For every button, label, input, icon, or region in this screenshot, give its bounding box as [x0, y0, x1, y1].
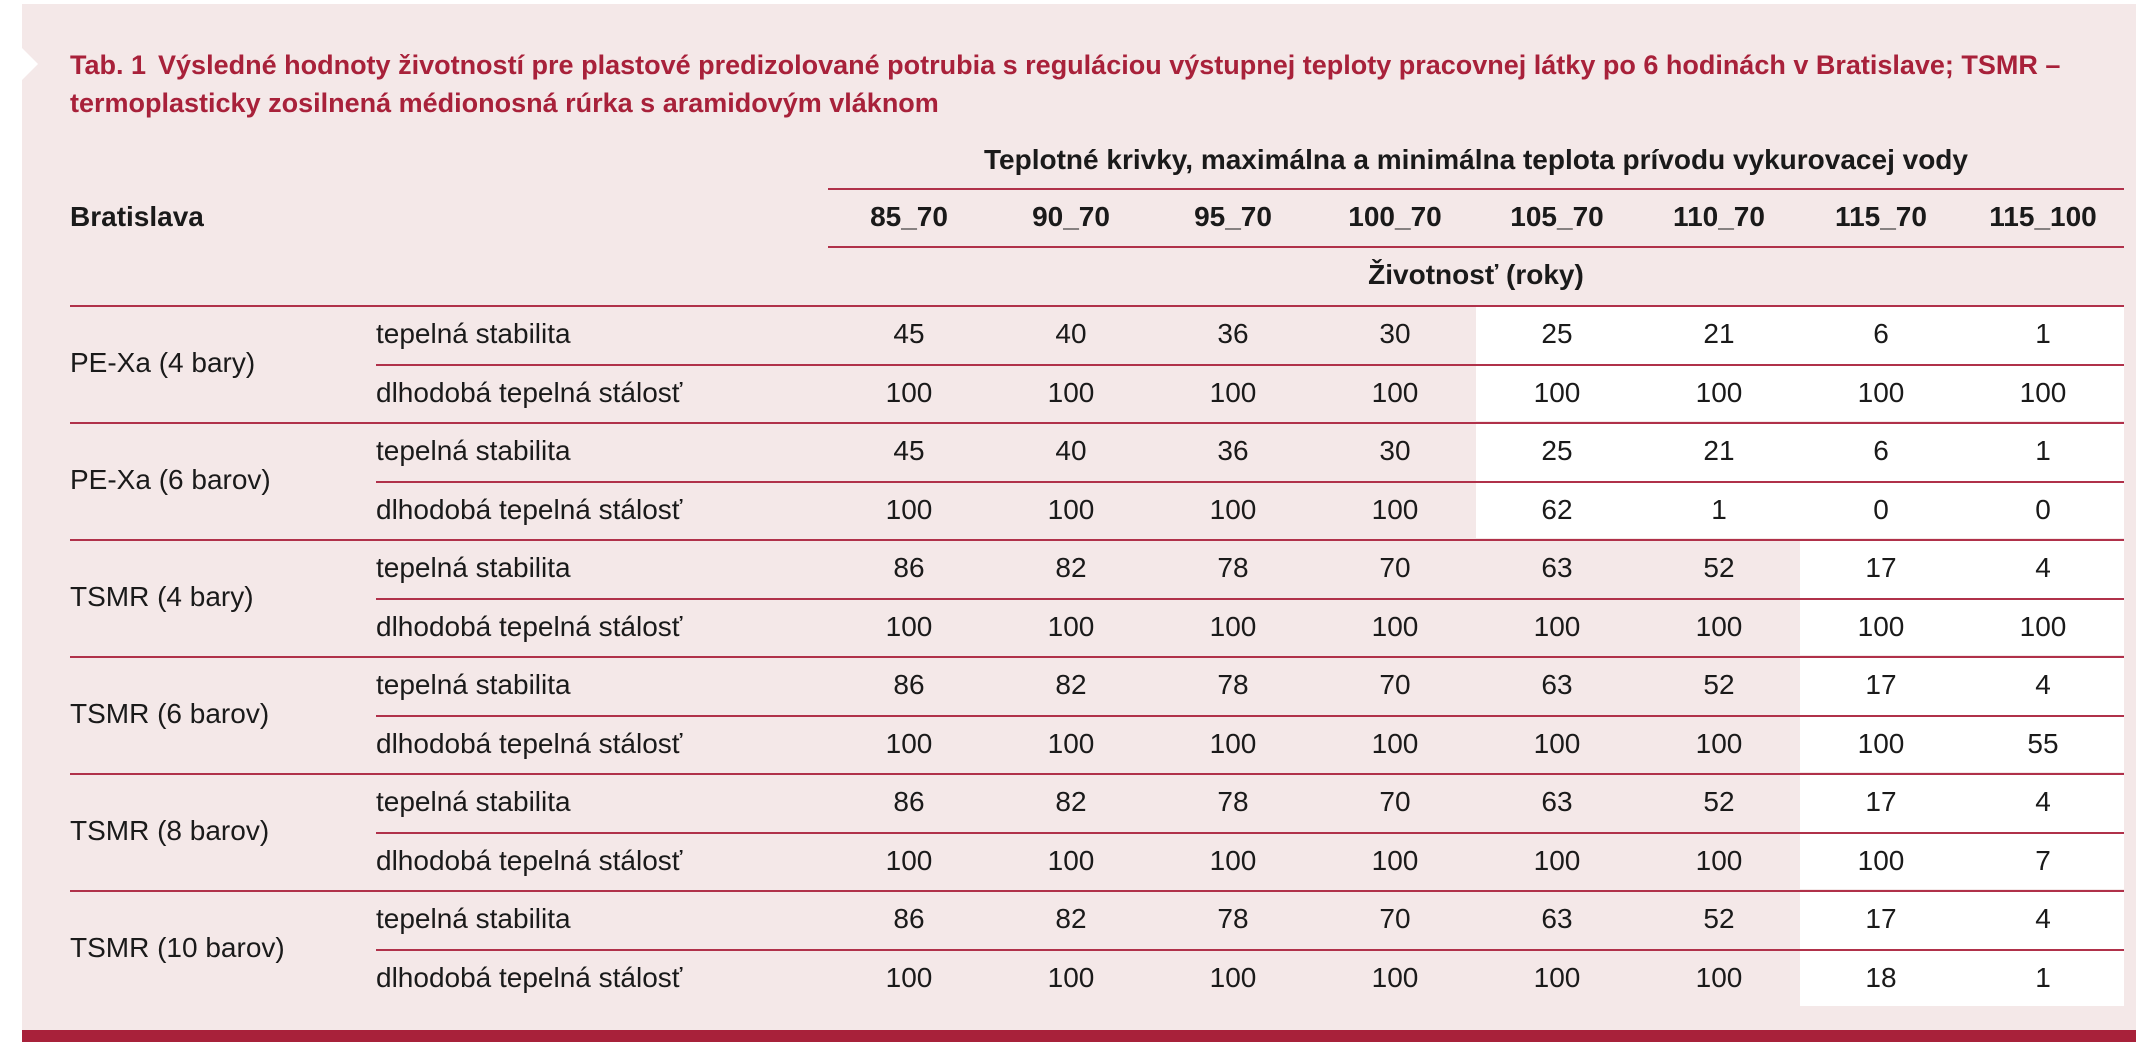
table-cell: 82 — [1055, 552, 1087, 584]
row-label: tepelná stabilita — [376, 903, 571, 935]
table-cell: 100 — [1047, 610, 1095, 642]
table-cell: 100 — [885, 844, 933, 876]
table-cell: 100 — [1695, 376, 1743, 408]
table-cell: 63 — [1541, 669, 1573, 701]
table-cell: 40 — [1055, 435, 1087, 467]
table-cell: 78 — [1217, 786, 1249, 818]
table-cell: 100 — [1371, 961, 1419, 993]
table-cell: 63 — [1541, 552, 1573, 584]
caption-label: Tab. 1 — [70, 50, 147, 80]
unit-header: Životnosť (roky) — [1368, 259, 1584, 290]
row-label: tepelná stabilita — [376, 318, 571, 350]
row-rule — [376, 949, 2124, 951]
table-cell: 1 — [2035, 318, 2051, 350]
table-cell: 100 — [885, 961, 933, 993]
table-cell: 1 — [2035, 435, 2051, 467]
column-header: 115_100 — [1989, 201, 2097, 232]
table-cell: 100 — [1209, 610, 1257, 642]
table-cell: 100 — [1857, 376, 1905, 408]
header-rule — [70, 305, 2124, 307]
table-cell: 100 — [1857, 844, 1905, 876]
table-cell: 52 — [1703, 669, 1735, 701]
material-label: TSMR (4 bary) — [70, 580, 254, 612]
table-cell: 100 — [885, 610, 933, 642]
table-cell: 1 — [2035, 961, 2051, 993]
group-rule — [70, 539, 2124, 541]
table-cell: 1 — [1711, 493, 1727, 525]
table-cell: 100 — [1857, 727, 1905, 759]
group-rule — [70, 656, 2124, 658]
table-cell: 21 — [1703, 435, 1735, 467]
table-cell: 17 — [1865, 669, 1897, 701]
table-cell: 0 — [1873, 493, 1889, 525]
material-label: TSMR (10 barov) — [70, 931, 285, 963]
table-cell: 7 — [2035, 844, 2051, 876]
material-label: TSMR (6 barov) — [70, 697, 270, 729]
column-header: 115_70 — [1835, 201, 1927, 232]
table-cell: 40 — [1055, 318, 1087, 350]
table-cell: 30 — [1379, 318, 1411, 350]
bottom-bar — [22, 1030, 2136, 1042]
table-cell: 100 — [1695, 727, 1743, 759]
table-cell: 6 — [1873, 318, 1889, 350]
table-cell: 100 — [1371, 376, 1419, 408]
column-header: 100_70 — [1348, 201, 1442, 232]
column-header: 110_70 — [1673, 201, 1765, 232]
table-cell: 100 — [1533, 961, 1581, 993]
table-cell: 100 — [2019, 610, 2067, 642]
table-cell: 100 — [1209, 376, 1257, 408]
header-rule — [828, 246, 2124, 248]
row-label: dlhodobá tepelná stálosť — [376, 610, 683, 642]
table-cell: 100 — [1047, 376, 1095, 408]
table-cell: 100 — [1857, 610, 1905, 642]
table-cell: 100 — [1533, 376, 1581, 408]
column-header: 95_70 — [1194, 201, 1272, 232]
row-rule — [376, 598, 2124, 600]
table-cell: 4 — [2035, 903, 2051, 935]
table-cell: 100 — [1047, 961, 1095, 993]
table-cell: 78 — [1217, 903, 1249, 935]
table-cell: 100 — [1695, 961, 1743, 993]
table-cell: 25 — [1541, 318, 1573, 350]
table-cell: 82 — [1055, 903, 1087, 935]
table-cell: 86 — [893, 786, 925, 818]
row-rule — [376, 364, 2124, 366]
table-cell: 100 — [2019, 376, 2067, 408]
table-cell: 4 — [2035, 786, 2051, 818]
panel-notch — [22, 48, 38, 80]
table-cell: 52 — [1703, 552, 1735, 584]
material-label: PE-Xa (4 bary) — [70, 346, 256, 378]
table-cell: 36 — [1217, 318, 1249, 350]
row-label: tepelná stabilita — [376, 552, 571, 584]
table-cell: 45 — [893, 318, 925, 350]
row-rule — [376, 715, 2124, 717]
table-cell: 100 — [1209, 493, 1257, 525]
column-header: 90_70 — [1032, 201, 1110, 232]
table-cell: 100 — [885, 727, 933, 759]
row-label: dlhodobá tepelná stálosť — [376, 493, 683, 525]
table-cell: 100 — [1371, 844, 1419, 876]
table-cell: 63 — [1541, 903, 1573, 935]
table-cell: 100 — [1371, 493, 1419, 525]
table-cell: 17 — [1865, 552, 1897, 584]
table-cell: 55 — [2027, 727, 2059, 759]
table-cell: 100 — [1047, 844, 1095, 876]
row-label: tepelná stabilita — [376, 669, 571, 701]
table-cell: 18 — [1865, 961, 1897, 993]
table-cell: 63 — [1541, 786, 1573, 818]
table-cell: 52 — [1703, 786, 1735, 818]
table-cell: 52 — [1703, 903, 1735, 935]
table-cell: 100 — [1695, 610, 1743, 642]
table-cell: 100 — [1533, 610, 1581, 642]
table-cell: 100 — [1371, 727, 1419, 759]
table-cell: 70 — [1379, 669, 1411, 701]
table-cell: 25 — [1541, 435, 1573, 467]
table-cell: 30 — [1379, 435, 1411, 467]
table-cell: 100 — [1047, 727, 1095, 759]
row-label: tepelná stabilita — [376, 435, 571, 467]
material-label: PE-Xa (6 barov) — [70, 463, 271, 495]
table-cell: 82 — [1055, 669, 1087, 701]
location-header: Bratislava — [70, 201, 204, 232]
group-rule — [70, 890, 2124, 892]
group-rule — [70, 773, 2124, 775]
table-cell: 86 — [893, 552, 925, 584]
row-label: dlhodobá tepelná stálosť — [376, 844, 683, 876]
table-cell: 100 — [1533, 844, 1581, 876]
table-cell: 100 — [1047, 493, 1095, 525]
table-cell: 78 — [1217, 552, 1249, 584]
row-label: dlhodobá tepelná stálosť — [376, 376, 683, 408]
table-cell: 78 — [1217, 669, 1249, 701]
table-cell: 62 — [1541, 493, 1573, 525]
caption-text: Výsledné hodnoty životností pre plastové predizolované potrubia s reguláciou výstupnej teploty pracovnej látky po 6 hodinách v Bratislave; TSMR – termoplasticky zosilnená médionosná rúrka s aramidovým vláknom — [70, 50, 2061, 118]
table-cell: 100 — [1209, 844, 1257, 876]
group-header: Teplotné krivky, maximálna a minimálna teplota prívodu vykurovacej vody — [984, 144, 1968, 175]
table-cell: 36 — [1217, 435, 1249, 467]
column-header: 105_70 — [1510, 201, 1604, 232]
row-label: dlhodobá tepelná stálosť — [376, 961, 683, 993]
table-cell: 100 — [1533, 727, 1581, 759]
table-cell: 86 — [893, 903, 925, 935]
row-rule — [376, 832, 2124, 834]
table-cell: 4 — [2035, 669, 2051, 701]
group-rule — [70, 422, 2124, 424]
table-cell: 100 — [885, 493, 933, 525]
table-cell: 70 — [1379, 552, 1411, 584]
table-cell: 45 — [893, 435, 925, 467]
table-cell: 86 — [893, 669, 925, 701]
table-cell: 21 — [1703, 318, 1735, 350]
table-cell: 70 — [1379, 903, 1411, 935]
table-cell: 4 — [2035, 552, 2051, 584]
table-cell: 70 — [1379, 786, 1411, 818]
table-cell: 17 — [1865, 903, 1897, 935]
table-cell: 0 — [2035, 493, 2051, 525]
table-cell: 100 — [1209, 961, 1257, 993]
table-cell: 100 — [1371, 610, 1419, 642]
header-rule — [828, 188, 2124, 190]
table-cell: 6 — [1873, 435, 1889, 467]
table-caption — [70, 46, 2110, 122]
row-label: dlhodobá tepelná stálosť — [376, 727, 683, 759]
column-header: 85_70 — [870, 201, 948, 232]
table-cell: 100 — [885, 376, 933, 408]
table-cell: 82 — [1055, 786, 1087, 818]
material-label: TSMR (8 barov) — [70, 814, 270, 846]
table-cell: 100 — [1695, 844, 1743, 876]
row-label: tepelná stabilita — [376, 786, 571, 818]
table-cell: 100 — [1209, 727, 1257, 759]
row-rule — [376, 481, 2124, 483]
table-cell: 17 — [1865, 786, 1897, 818]
